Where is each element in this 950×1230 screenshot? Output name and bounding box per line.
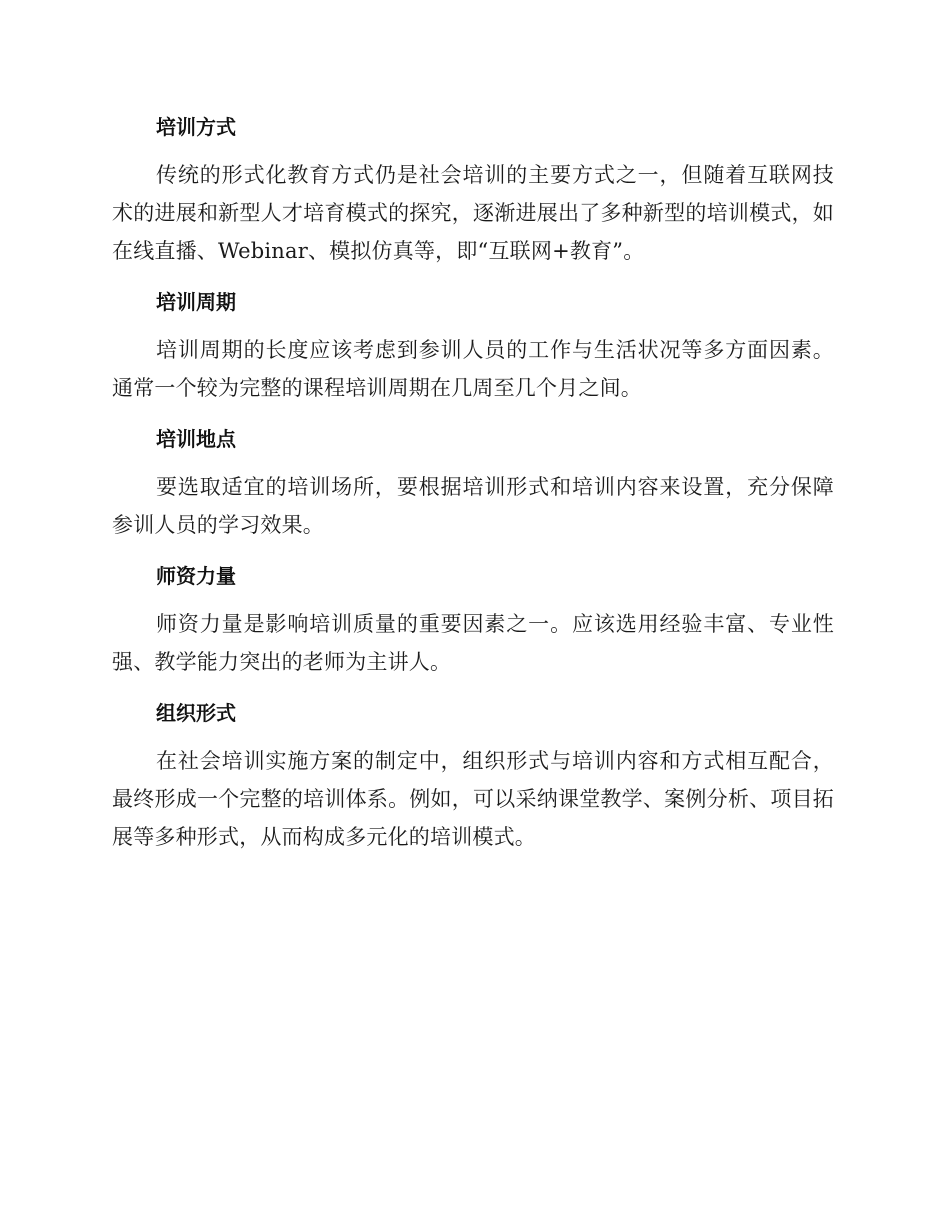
section-paragraph-training-method: 传统的形式化教育方式仍是社会培训的主要方式之一，但随着互联网技术的进展和新型人才培育模式的探究，逐渐进展出了多种新型的培训模式，如在线直播、Webinar、模拟仿真等，即“互联网+教育”。 <box>112 163 834 263</box>
section-heading-training-method: 培训方式 <box>156 115 236 139</box>
section-paragraph-training-location: 要选取适宜的培训场所，要根据培训形式和培训内容来设置，充分保障参训人员的学习效果。 <box>112 475 834 537</box>
section-paragraph-faculty: 师资力量是影响培训质量的重要因素之一。应该选用经验丰富、专业性强、教学能力突出的老师为主讲人。 <box>112 612 834 674</box>
document-body <box>112 108 834 869</box>
section-heading-faculty: 师资力量 <box>156 564 236 588</box>
section-paragraph-training-period: 培训周期的长度应该考虑到参训人员的工作与生活状况等多方面因素。通常一个较为完整的课程培训周期在几周至几个月之间。 <box>112 338 834 400</box>
section-paragraph-organization-form: 在社会培训实施方案的制定中，组织形式与培训内容和方式相互配合，最终形成一个完整的培训体系。例如，可以采纳课堂教学、案例分析、项目拓展等多种形式，从而构成多元化的培训模式。 <box>112 749 834 849</box>
section-heading-training-location: 培训地点 <box>156 427 236 451</box>
section-heading-organization-form: 组织形式 <box>156 701 236 725</box>
section-heading-training-period: 培训周期 <box>156 290 236 314</box>
